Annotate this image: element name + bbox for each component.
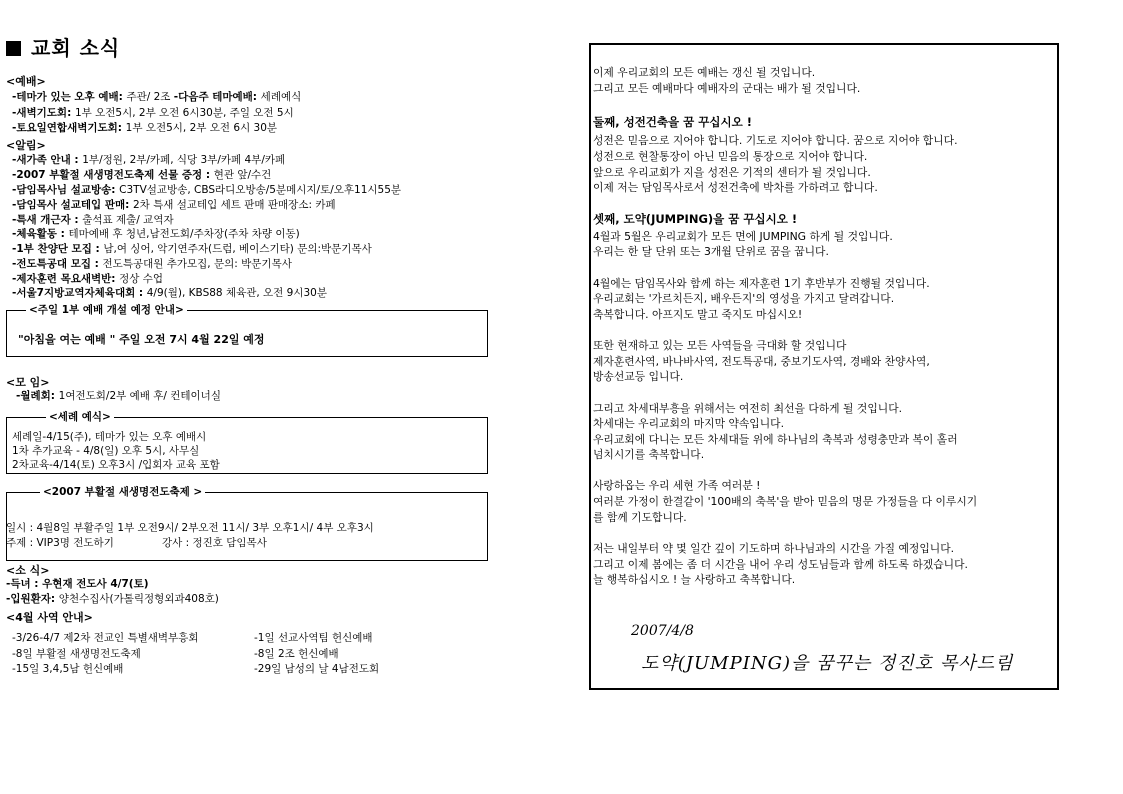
notice-line: -제자훈련 목요새벽반: 정상 수업 [12, 273, 164, 285]
news-line: -입원환자: 양천수집사(가톨릭정형외과408호) [6, 593, 219, 605]
april-item: -8일 부활절 새생명전도축제 [12, 648, 141, 660]
worship-line: -새벽기도회: 1부 오전5시, 2부 오전 6시30분, 주일 오전 5시 [12, 107, 294, 119]
letter-line: 우리교회에 다니는 모든 차세대들 위에 하나님의 축복과 성령충만과 복이 홀러 [593, 433, 958, 446]
letter-line: 넘치시기를 축복합니다. [593, 448, 705, 461]
worship-line: -테마가 있는 오후 예배: 주관/ 2조 -다음주 테마예배: 세례예식 [12, 91, 302, 103]
letter-line: 축복합니다. 아프지도 말고 죽지도 마십시오! [593, 308, 803, 321]
letter-line: 이제 저는 담임목사로서 성전건축에 박차를 가하려고 합니다. [593, 181, 878, 194]
notice-line: -2007 부활절 새생명전도축제 선물 증정 : 현관 앞/수건 [12, 169, 272, 181]
april-item: -8일 2조 헌신예배 [254, 648, 339, 660]
easter-festival-label: <2007 부활절 새생명전도축제 > [40, 484, 205, 499]
notice-line: -서울7지방교역자체육대회 : 4/9(월), KBS88 체육관, 오전 9시30분 [12, 287, 327, 299]
letter-line: 저는 내일부터 약 몇 일간 깊이 기도하며 하나님과의 시간을 가질 예정입니다. [593, 542, 955, 555]
easter-festival-line: 강사 : 정진호 담임목사 [162, 537, 267, 549]
notice-line: -체육활동 : 테마예배 후 청년,남전도회/주차장(주차 차량 이동) [12, 228, 300, 240]
letter-line: 성전은 믿음으로 지어야 합니다. 기도로 지어야 합니다. 꿈으로 지어야 합니다. [593, 134, 958, 147]
letter-line: 여러분 가정이 한결같이 '100배의 축복'을 받아 믿음의 명문 가정들을 다 이루시기 [593, 495, 978, 508]
letter-line: 4월과 5월은 우리교회가 모든 면에 JUMPING 하게 될 것입니다. [593, 230, 893, 243]
notice-line: -담임목사 설교테입 판매: 2차 특새 설교테입 세트 판매 판매장소: 카페 [12, 199, 336, 211]
april-item: -3/26-4/7 제2차 전교인 특별새벽부흥회 [12, 632, 199, 644]
letter-line: 제자훈련사역, 바나바사역, 전도특공대, 중보기도사역, 경배와 찬양사역, [593, 355, 930, 368]
meetings-line: -월례회: 1여전도회/2부 예배 후/ 컨테이너실 [16, 390, 221, 402]
baptism-line: 2차교육-4/14(토) 오후3시 /입회자 교육 포함 [12, 459, 220, 471]
letter-line: 우리교회는 '가르치든지, 배우든지'의 영성을 가지고 달려갑니다. [593, 292, 895, 305]
letter-line: 그리고 이제 봄에는 좀 더 시간을 내어 우리 성도님들과 함께 하도록 하겠습니다. [593, 558, 968, 571]
easter-festival-line: 일시 : 4월8일 부활주일 1부 오전9시/ 2부오전 11시/ 3부 오후1시/ 4부 오후3시 [6, 522, 374, 534]
letter-line: 방송선교등 입니다. [593, 370, 684, 383]
baptism-line: 세례일-4/15(주), 테마가 있는 오후 예배시 [12, 431, 207, 443]
page-title: 교회 소식 [6, 32, 120, 61]
letter-line: 늘 행복하십시오 ! 늘 사랑하고 축복합니다. [593, 573, 796, 586]
letter-line: 를 함께 기도합니다. [593, 511, 687, 524]
worship-heading: <예배> [6, 75, 46, 88]
service-notice-label: <주일 1부 예배 개설 예정 안내> [26, 302, 187, 317]
letter-line: 또한 현재하고 있는 모든 사역들을 극대화 할 것입니다 [593, 339, 847, 352]
letter-line: 사랑하옵는 우리 세현 가족 여러분 ! [593, 479, 761, 492]
news-line: -득녀 : 우현재 전도사 4/7(토) [6, 578, 149, 590]
service-notice-text: "아침을 여는 예배 " 주일 오전 7시 4월 22일 예정 [18, 333, 265, 346]
letter-line: 성전으로 현찰통장이 아닌 믿음의 통장으로 지어야 합니다. [593, 150, 868, 163]
letter-line: 그리고 차세대부흥을 위해서는 여전히 최선을 다하게 될 것입니다. [593, 402, 903, 415]
letter-line: 이제 우리교회의 모든 예배는 갱신 될 것입니다. [593, 66, 816, 79]
notice-line: -전도특공대 모집 : 전도특공대원 추가모집, 문의: 박문기목사 [12, 258, 292, 270]
baptism-label: <세례 예식> [46, 409, 114, 424]
letter-line: 그리고 모든 예배마다 예배자의 군대는 배가 될 것입니다. [593, 82, 861, 95]
notice-heading: <알림> [6, 139, 46, 152]
meetings-heading: <모 임> [6, 376, 50, 389]
april-item: -1일 선교사역팀 헌신예배 [254, 632, 373, 644]
letter-heading: 셋째, 도약(JUMPING)을 꿈 꾸십시오 ! [593, 212, 798, 226]
letter-date: 2007/4/8 [631, 623, 694, 639]
letter-line: 4월에는 담임목사와 함께 하는 제자훈련 1기 후반부가 진행될 것입니다. [593, 277, 930, 290]
april-item: -29일 남성의 날 4남전도회 [254, 663, 380, 675]
baptism-line: 1차 추가교육 - 4/8(일) 오후 5시, 사무실 [12, 445, 200, 457]
easter-festival-line: 주제 : VIP3명 전도하기 [6, 537, 114, 549]
letter-signature: 도약(JUMPING)을 꿈꾸는 정진호 목사드림 [641, 653, 1014, 674]
notice-line: -담임목사님 설교방송: C3TV설교방송, CBS라디오방송/5분메시지/토/오후11시55분 [12, 184, 402, 196]
letter-line: 앞으로 우리교회가 지을 성전은 기적의 센터가 될 것입니다. [593, 166, 871, 179]
letter-line: 우리는 한 달 단위 또는 3개월 단위로 꿈을 꿉니다. [593, 245, 829, 258]
notice-line: -특새 개근자 : 출석표 제출/ 교역자 [12, 214, 174, 226]
april-heading: <4월 사역 안내> [6, 611, 93, 624]
pastor-letter [589, 43, 1059, 690]
news-heading: <소 식> [6, 564, 50, 577]
worship-line: -토요일연합새벽기도회: 1부 오전5시, 2부 오전 6시 30분 [12, 122, 278, 134]
square-bullet-icon [6, 41, 21, 56]
notice-line: -새가족 안내 : 1부/정원, 2부/카페, 식당 3부/카페 4부/카페 [12, 154, 286, 166]
letter-line: 차세대는 우리교회의 마지막 약속입니다. [593, 417, 785, 430]
notice-line: -1부 찬양단 모집 : 남,여 싱어, 악기연주자(드럼, 베이스기타) 문의:박문기목사 [12, 243, 372, 255]
april-item: -15일 3,4,5남 헌신예배 [12, 663, 124, 675]
letter-heading: 둘째, 성전건축을 꿈 꾸십시오 ! [593, 115, 752, 129]
